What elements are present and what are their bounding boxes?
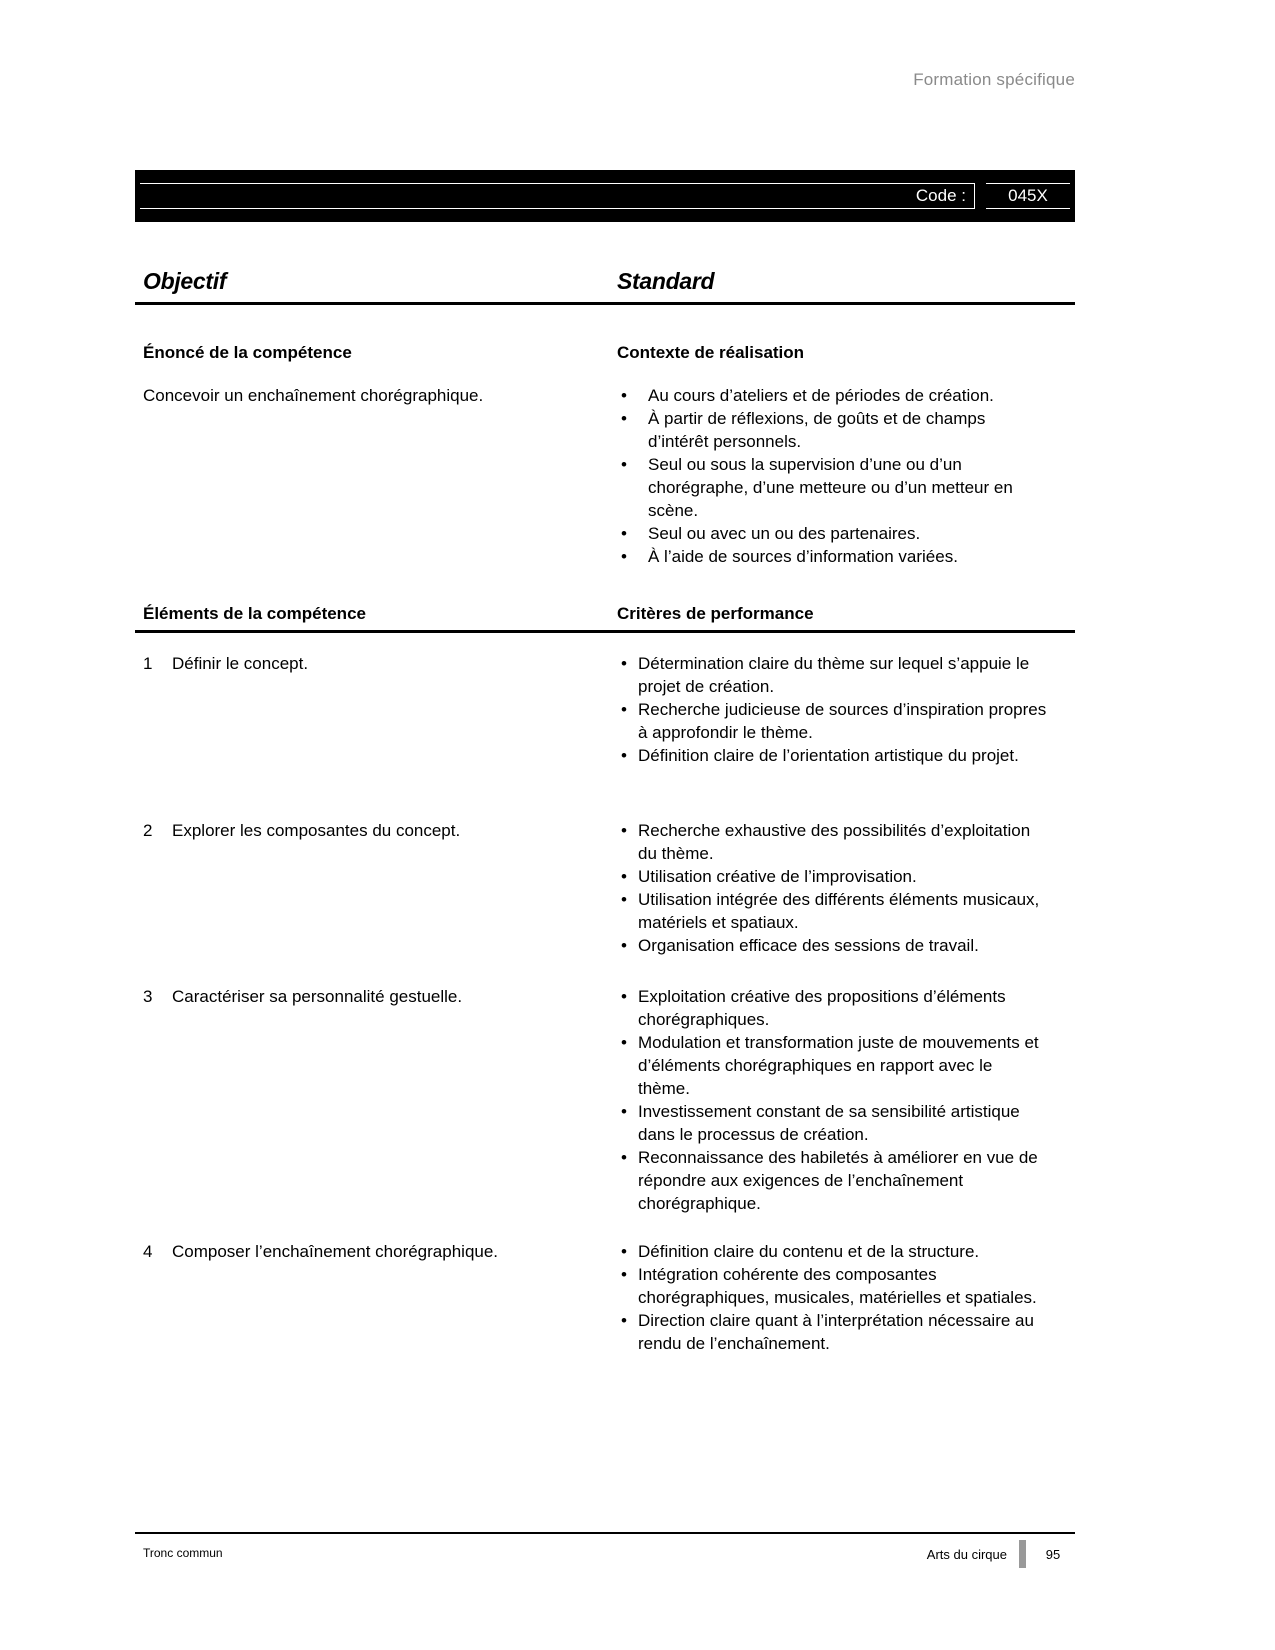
criteria-bullet-list	[617, 1240, 1057, 1355]
criteria-cell	[617, 819, 1075, 985]
contexte-heading: Contexte de réalisation	[617, 343, 805, 362]
criteria-cell	[617, 652, 1075, 819]
footer-content	[135, 1534, 1075, 1568]
elements-heading: Éléments de la compétence	[143, 604, 366, 623]
criteria-bullet: • Utilisation créative de l’improvisation.	[617, 865, 1047, 888]
criteria-bullet: • Détermination claire du thème sur lequel s’appuie le projet de création.	[617, 652, 1047, 698]
competence-content-row	[135, 384, 1075, 568]
element-label: Composer l’enchaînement chorégraphique.	[172, 1242, 499, 1261]
standard-heading: Standard	[617, 268, 715, 294]
footer-right-group	[927, 1540, 1075, 1568]
element-cell	[135, 985, 617, 1240]
criteria-bullet: • Investissement constant de sa sensibilité artistique dans le processus de création.	[617, 1100, 1047, 1146]
elements-section-heads	[135, 604, 1075, 624]
criteria-bullet: • Organisation efficace des sessions de travail.	[617, 934, 1047, 957]
code-label: Code :	[915, 186, 966, 205]
element-label: Définir le concept.	[172, 654, 309, 673]
competence-statement: Concevoir un enchaînement chorégraphique.	[143, 386, 484, 405]
code-value-box	[986, 183, 1070, 209]
criteria-bullet-list	[617, 652, 1057, 767]
elements-rule	[135, 630, 1075, 633]
contexte-bullet: • Au cours d’ateliers et de périodes de création.	[617, 384, 1047, 407]
enonce-column	[135, 384, 617, 568]
element-number: 3	[143, 987, 153, 1006]
page-number: 95	[1045, 1546, 1061, 1562]
criteria-bullet: • Exploitation créative des propositions d’éléments chorégraphiques.	[617, 985, 1047, 1031]
code-bar-gap	[975, 183, 986, 209]
element-cell	[135, 1240, 617, 1355]
footer-section-label: Tronc commun	[143, 1546, 223, 1560]
contexte-bullet: • À l’aide de sources d’information variées.	[617, 545, 1047, 568]
footer-divider-bar	[1019, 1540, 1026, 1568]
contexte-bullet: • À partir de réflexions, de goûts et de champs d’intérêt personnels.	[617, 407, 1047, 453]
code-bar	[135, 170, 1075, 222]
code-label-box	[140, 183, 975, 209]
criteria-bullet-list	[617, 985, 1057, 1215]
footer-program-label: Arts du cirque	[926, 1546, 1007, 1562]
criteria-bullet: • Utilisation intégrée des différents éléments musicaux, matériels et spatiaux.	[617, 888, 1047, 934]
criteres-heading: Critères de performance	[617, 604, 814, 623]
criteria-bullet: • Modulation et transformation juste de mouvements et d’éléments chorégraphiques en rapport avec le thème.	[617, 1031, 1047, 1100]
criteria-cell	[617, 985, 1075, 1240]
element-cell	[135, 652, 617, 819]
element-row-2	[135, 819, 1075, 985]
element-label: Explorer les composantes du concept.	[172, 821, 461, 840]
enonce-heading: Énoncé de la compétence	[143, 343, 352, 362]
element-row-1	[135, 652, 1075, 819]
criteria-cell	[617, 1240, 1075, 1355]
criteria-bullet-list	[617, 819, 1057, 957]
column-headings-row	[135, 268, 1075, 295]
criteria-bullet: • Définition claire de l’orientation artistique du projet.	[617, 744, 1047, 767]
contexte-column	[617, 384, 1075, 568]
objectif-heading: Objectif	[143, 268, 227, 294]
running-head: Formation spécifique	[913, 70, 1075, 89]
element-number: 4	[143, 1242, 153, 1261]
headings-rule	[135, 302, 1075, 305]
element-row-3	[135, 985, 1075, 1240]
code-value: 045X	[1008, 186, 1048, 205]
contexte-bullet: • Seul ou avec un ou des partenaires.	[617, 522, 1047, 545]
contexte-bullet-list	[617, 384, 1057, 568]
element-label: Caractériser sa personnalité gestuelle.	[172, 987, 463, 1006]
criteria-bullet: • Recherche exhaustive des possibilités d’exploitation du thème.	[617, 819, 1047, 865]
criteria-bullet: • Reconnaissance des habiletés à améliorer en vue de répondre aux exigences de l’enchaînement chorégraphique.	[617, 1146, 1047, 1215]
criteria-bullet: • Intégration cohérente des composantes chorégraphiques, musicales, matérielles et spatiales.	[617, 1263, 1047, 1309]
criteria-bullet: • Définition claire du contenu et de la structure.	[617, 1240, 1047, 1263]
competence-section-heads	[135, 343, 1075, 363]
element-row-4	[135, 1240, 1075, 1355]
criteria-bullet: • Direction claire quant à l’interprétation nécessaire au rendu de l’enchaînement.	[617, 1309, 1047, 1355]
page-footer	[135, 1532, 1075, 1568]
criteria-bullet: • Recherche judicieuse de sources d’inspiration propres à approfondir le thème.	[617, 698, 1047, 744]
element-number: 1	[143, 654, 153, 673]
contexte-bullet: • Seul ou sous la supervision d’une ou d’un chorégraphe, d’une metteure ou d’un metteur en scène.	[617, 453, 1047, 522]
element-cell	[135, 819, 617, 985]
page-content	[135, 0, 1075, 1355]
element-number: 2	[143, 821, 153, 840]
